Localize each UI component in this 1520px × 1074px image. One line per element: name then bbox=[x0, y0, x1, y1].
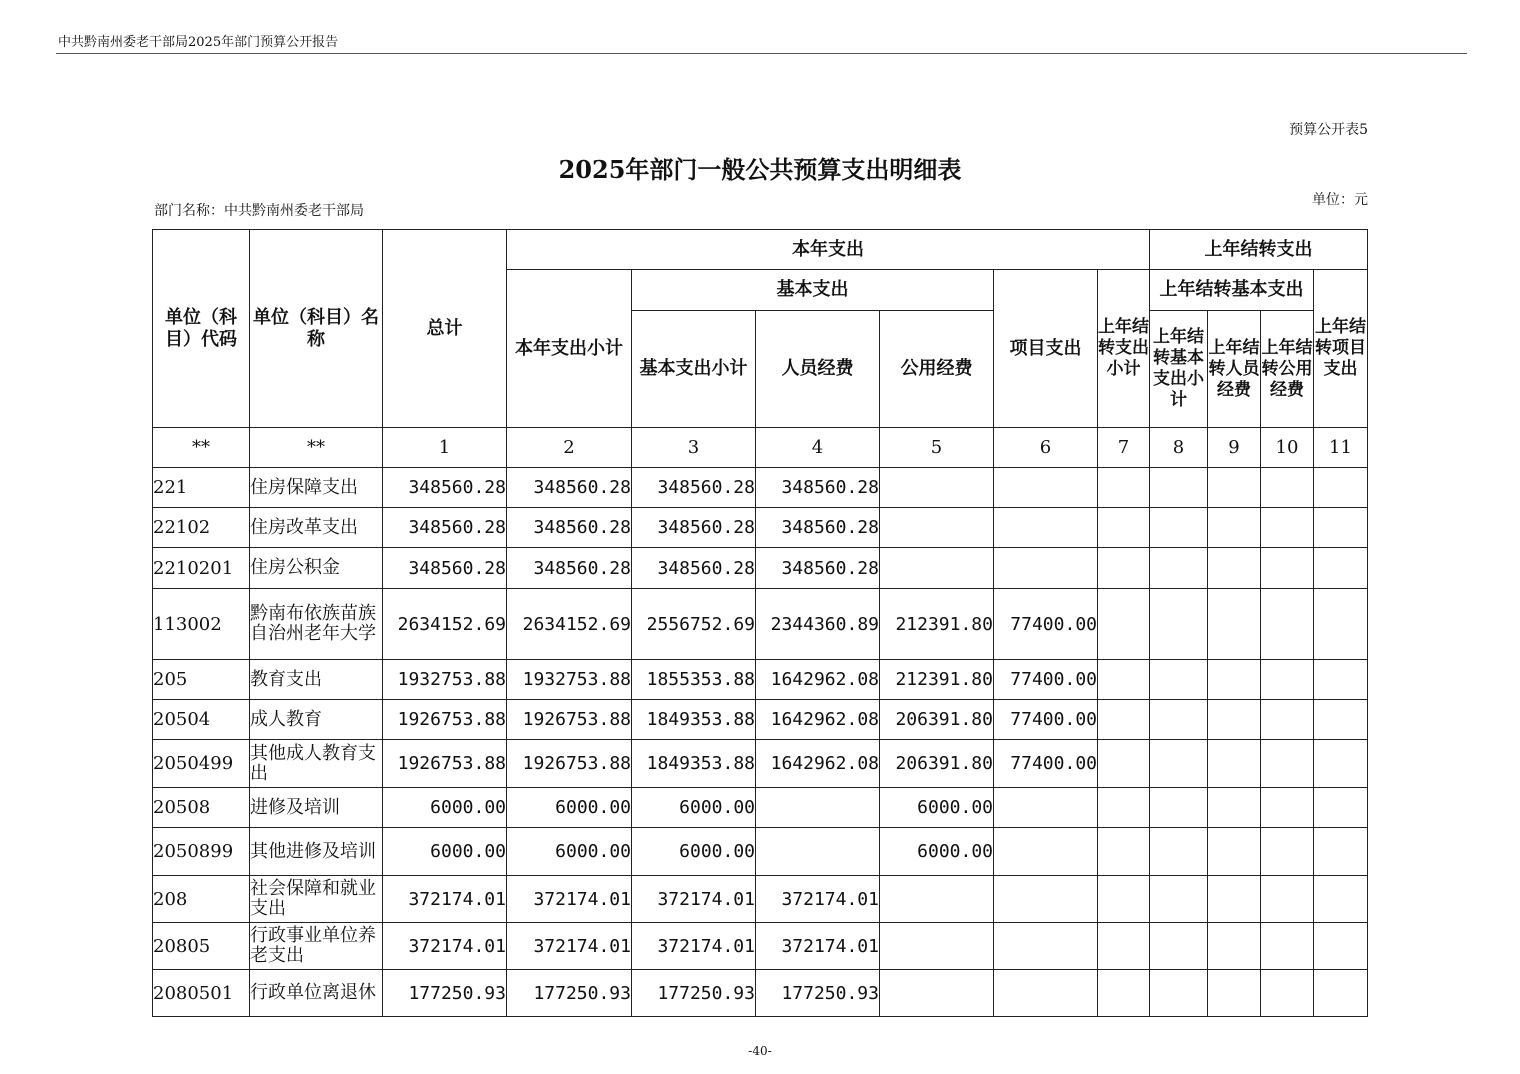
table-body bbox=[153, 468, 1368, 1017]
cell-public bbox=[880, 468, 994, 508]
cell-prior-empty bbox=[1208, 876, 1261, 923]
cell-basic-subtotal: 348560.28 bbox=[632, 468, 756, 508]
header-current-subtotal: 本年支出小计 bbox=[507, 270, 632, 428]
cell-current-subtotal: 2634152.69 bbox=[507, 589, 632, 660]
cell-current-subtotal: 372174.01 bbox=[507, 876, 632, 923]
cell-total: 1926753.88 bbox=[383, 700, 507, 740]
row-code: 20508 bbox=[153, 788, 250, 828]
header-current-year: 本年支出 bbox=[507, 230, 1150, 270]
cell-prior-empty bbox=[1150, 970, 1208, 1017]
cell-prior-empty bbox=[1208, 923, 1261, 970]
cell-prior-empty bbox=[1314, 468, 1368, 508]
cell-total: 372174.01 bbox=[383, 876, 507, 923]
row-code: 22102 bbox=[153, 508, 250, 548]
header-prior-personnel: 上年结转人员经费 bbox=[1208, 311, 1261, 428]
header-total: 总计 bbox=[383, 230, 507, 428]
cell-prior-empty bbox=[1098, 468, 1150, 508]
cell-basic-subtotal: 6000.00 bbox=[632, 828, 756, 876]
cell-project bbox=[994, 508, 1098, 548]
row-code: 205 bbox=[153, 660, 250, 700]
cell-personnel bbox=[756, 788, 880, 828]
cell-prior-empty bbox=[1314, 589, 1368, 660]
row-code: 20504 bbox=[153, 700, 250, 740]
cell-total: 2634152.69 bbox=[383, 589, 507, 660]
table-row bbox=[153, 508, 1368, 548]
index-cell: 9 bbox=[1208, 428, 1261, 468]
cell-basic-subtotal: 372174.01 bbox=[632, 923, 756, 970]
header-basic-subtotal: 基本支出小计 bbox=[632, 311, 756, 428]
cell-project bbox=[994, 468, 1098, 508]
row-name: 成人教育 bbox=[250, 700, 383, 740]
cell-prior-empty bbox=[1098, 508, 1150, 548]
index-cell: 1 bbox=[383, 428, 507, 468]
cell-prior-empty bbox=[1314, 660, 1368, 700]
table-header bbox=[153, 230, 1368, 468]
cell-project bbox=[994, 788, 1098, 828]
cell-prior-empty bbox=[1150, 876, 1208, 923]
table-row bbox=[153, 740, 1368, 788]
cell-prior-empty bbox=[1208, 548, 1261, 589]
header-prior-basic-subtotal: 上年结转基本支出小计 bbox=[1150, 311, 1208, 428]
row-code: 2080501 bbox=[153, 970, 250, 1017]
index-cell: 2 bbox=[507, 428, 632, 468]
row-code: 221 bbox=[153, 468, 250, 508]
cell-prior-empty bbox=[1208, 508, 1261, 548]
cell-project bbox=[994, 548, 1098, 589]
cell-prior-empty bbox=[1208, 970, 1261, 1017]
cell-basic-subtotal: 372174.01 bbox=[632, 876, 756, 923]
cell-prior-empty bbox=[1261, 788, 1314, 828]
table-row bbox=[153, 788, 1368, 828]
table-row bbox=[153, 589, 1368, 660]
cell-current-subtotal: 6000.00 bbox=[507, 788, 632, 828]
cell-prior-empty bbox=[1150, 589, 1208, 660]
cell-prior-empty bbox=[1150, 828, 1208, 876]
cell-prior-empty bbox=[1150, 740, 1208, 788]
cell-prior-empty bbox=[1314, 970, 1368, 1017]
form-number: 预算公开表5 bbox=[1289, 122, 1368, 138]
row-name: 黔南布依族苗族自治州老年大学 bbox=[250, 589, 383, 660]
cell-personnel: 348560.28 bbox=[756, 508, 880, 548]
cell-project: 77400.00 bbox=[994, 589, 1098, 660]
row-name: 社会保障和就业支出 bbox=[250, 876, 383, 923]
cell-project: 77400.00 bbox=[994, 700, 1098, 740]
index-cell: 11 bbox=[1314, 428, 1368, 468]
cell-public: 206391.80 bbox=[880, 700, 994, 740]
cell-public bbox=[880, 876, 994, 923]
cell-personnel: 348560.28 bbox=[756, 468, 880, 508]
cell-prior-empty bbox=[1098, 700, 1150, 740]
cell-prior-empty bbox=[1208, 788, 1261, 828]
table-row bbox=[153, 923, 1368, 970]
index-cell: ** bbox=[153, 428, 250, 468]
cell-prior-empty bbox=[1208, 660, 1261, 700]
header-prior-subtotal: 上年结转支出小计 bbox=[1098, 270, 1150, 428]
cell-public: 6000.00 bbox=[880, 788, 994, 828]
cell-prior-empty bbox=[1150, 923, 1208, 970]
cell-prior-empty bbox=[1314, 828, 1368, 876]
cell-personnel: 177250.93 bbox=[756, 970, 880, 1017]
cell-prior-empty bbox=[1208, 740, 1261, 788]
cell-prior-empty bbox=[1261, 700, 1314, 740]
cell-prior-empty bbox=[1261, 923, 1314, 970]
row-name: 行政事业单位养老支出 bbox=[250, 923, 383, 970]
cell-prior-empty bbox=[1261, 548, 1314, 589]
page-number: -40- bbox=[748, 1044, 772, 1058]
cell-prior-empty bbox=[1261, 970, 1314, 1017]
cell-public bbox=[880, 548, 994, 589]
header-prior-year: 上年结转支出 bbox=[1150, 230, 1368, 270]
row-code: 20805 bbox=[153, 923, 250, 970]
cell-basic-subtotal: 177250.93 bbox=[632, 970, 756, 1017]
unit-label: 单位：元 bbox=[1312, 192, 1368, 208]
cell-personnel: 348560.28 bbox=[756, 548, 880, 589]
cell-current-subtotal: 177250.93 bbox=[507, 970, 632, 1017]
row-name: 进修及培训 bbox=[250, 788, 383, 828]
row-code: 208 bbox=[153, 876, 250, 923]
index-cell: 8 bbox=[1150, 428, 1208, 468]
cell-prior-empty bbox=[1098, 876, 1150, 923]
cell-public bbox=[880, 508, 994, 548]
row-code: 2050899 bbox=[153, 828, 250, 876]
cell-prior-empty bbox=[1208, 700, 1261, 740]
cell-prior-empty bbox=[1261, 660, 1314, 700]
index-cell: 6 bbox=[994, 428, 1098, 468]
index-cell: 10 bbox=[1261, 428, 1314, 468]
cell-current-subtotal: 6000.00 bbox=[507, 828, 632, 876]
cell-total: 1926753.88 bbox=[383, 740, 507, 788]
header-prior-basic: 上年结转基本支出 bbox=[1150, 270, 1314, 311]
running-header: 中共黔南州委老干部局2025年部门预算公开报告 bbox=[58, 35, 339, 50]
table-row bbox=[153, 660, 1368, 700]
cell-current-subtotal: 348560.28 bbox=[507, 508, 632, 548]
cell-total: 348560.28 bbox=[383, 468, 507, 508]
cell-prior-empty bbox=[1314, 508, 1368, 548]
header-prior-project: 上年结转项目支出 bbox=[1314, 270, 1368, 428]
row-code: 113002 bbox=[153, 589, 250, 660]
index-row bbox=[153, 428, 1368, 468]
cell-project bbox=[994, 876, 1098, 923]
cell-project bbox=[994, 923, 1098, 970]
cell-personnel: 2344360.89 bbox=[756, 589, 880, 660]
header-rule bbox=[56, 53, 1467, 54]
cell-total: 1932753.88 bbox=[383, 660, 507, 700]
cell-prior-empty bbox=[1314, 700, 1368, 740]
cell-basic-subtotal: 1849353.88 bbox=[632, 740, 756, 788]
table-row bbox=[153, 700, 1368, 740]
cell-basic-subtotal: 2556752.69 bbox=[632, 589, 756, 660]
cell-current-subtotal: 348560.28 bbox=[507, 468, 632, 508]
header-public: 公用经费 bbox=[880, 311, 994, 428]
header-personnel: 人员经费 bbox=[756, 311, 880, 428]
cell-public bbox=[880, 970, 994, 1017]
cell-prior-empty bbox=[1314, 548, 1368, 589]
cell-total: 348560.28 bbox=[383, 508, 507, 548]
cell-prior-empty bbox=[1261, 468, 1314, 508]
cell-total: 348560.28 bbox=[383, 548, 507, 589]
cell-public: 212391.80 bbox=[880, 660, 994, 700]
cell-personnel: 1642962.08 bbox=[756, 660, 880, 700]
row-name: 行政单位离退休 bbox=[250, 970, 383, 1017]
cell-project bbox=[994, 970, 1098, 1017]
header-code: 单位（科目）代码 bbox=[153, 230, 250, 428]
cell-prior-empty bbox=[1261, 589, 1314, 660]
cell-basic-subtotal: 1855353.88 bbox=[632, 660, 756, 700]
row-name: 住房改革支出 bbox=[250, 508, 383, 548]
cell-prior-empty bbox=[1098, 788, 1150, 828]
cell-prior-empty bbox=[1261, 876, 1314, 923]
index-cell: 4 bbox=[756, 428, 880, 468]
cell-total: 6000.00 bbox=[383, 828, 507, 876]
cell-prior-empty bbox=[1261, 828, 1314, 876]
department-label: 部门名称：中共黔南州委老干部局 bbox=[154, 203, 364, 219]
table-row bbox=[153, 468, 1368, 508]
cell-prior-empty bbox=[1314, 923, 1368, 970]
cell-prior-empty bbox=[1098, 548, 1150, 589]
cell-personnel: 1642962.08 bbox=[756, 740, 880, 788]
cell-personnel: 1642962.08 bbox=[756, 700, 880, 740]
cell-current-subtotal: 1926753.88 bbox=[507, 700, 632, 740]
cell-prior-empty bbox=[1150, 700, 1208, 740]
cell-basic-subtotal: 348560.28 bbox=[632, 548, 756, 589]
cell-prior-empty bbox=[1098, 923, 1150, 970]
index-cell: ** bbox=[250, 428, 383, 468]
table-row bbox=[153, 548, 1368, 589]
cell-basic-subtotal: 6000.00 bbox=[632, 788, 756, 828]
table-row bbox=[153, 970, 1368, 1017]
row-code: 2210201 bbox=[153, 548, 250, 589]
table-row bbox=[153, 828, 1368, 876]
cell-prior-empty bbox=[1150, 548, 1208, 589]
table-row bbox=[153, 876, 1368, 923]
cell-prior-empty bbox=[1150, 788, 1208, 828]
cell-public bbox=[880, 923, 994, 970]
cell-current-subtotal: 1932753.88 bbox=[507, 660, 632, 700]
row-name: 其他进修及培训 bbox=[250, 828, 383, 876]
cell-prior-empty bbox=[1150, 508, 1208, 548]
cell-prior-empty bbox=[1098, 970, 1150, 1017]
cell-project bbox=[994, 828, 1098, 876]
header-prior-public: 上年结转公用经费 bbox=[1261, 311, 1314, 428]
cell-prior-empty bbox=[1261, 740, 1314, 788]
cell-project: 77400.00 bbox=[994, 740, 1098, 788]
cell-prior-empty bbox=[1314, 740, 1368, 788]
cell-current-subtotal: 372174.01 bbox=[507, 923, 632, 970]
cell-prior-empty bbox=[1098, 828, 1150, 876]
cell-prior-empty bbox=[1098, 660, 1150, 700]
cell-basic-subtotal: 348560.28 bbox=[632, 508, 756, 548]
cell-prior-empty bbox=[1098, 740, 1150, 788]
cell-total: 6000.00 bbox=[383, 788, 507, 828]
row-code: 2050499 bbox=[153, 740, 250, 788]
cell-personnel: 372174.01 bbox=[756, 876, 880, 923]
cell-prior-empty bbox=[1208, 828, 1261, 876]
header-basic: 基本支出 bbox=[632, 270, 994, 311]
document-title: 2025年部门一般公共预算支出明细表 bbox=[558, 155, 962, 184]
row-name: 其他成人教育支出 bbox=[250, 740, 383, 788]
cell-prior-empty bbox=[1314, 876, 1368, 923]
row-name: 教育支出 bbox=[250, 660, 383, 700]
cell-prior-empty bbox=[1208, 589, 1261, 660]
cell-total: 372174.01 bbox=[383, 923, 507, 970]
cell-prior-empty bbox=[1208, 468, 1261, 508]
index-cell: 5 bbox=[880, 428, 994, 468]
cell-prior-empty bbox=[1261, 508, 1314, 548]
budget-table bbox=[152, 229, 1368, 1017]
header-name: 单位（科目）名称 bbox=[250, 230, 383, 428]
cell-prior-empty bbox=[1150, 468, 1208, 508]
cell-prior-empty bbox=[1150, 660, 1208, 700]
row-name: 住房公积金 bbox=[250, 548, 383, 589]
cell-current-subtotal: 1926753.88 bbox=[507, 740, 632, 788]
header-project: 项目支出 bbox=[994, 270, 1098, 428]
row-name: 住房保障支出 bbox=[250, 468, 383, 508]
cell-public: 6000.00 bbox=[880, 828, 994, 876]
cell-prior-empty bbox=[1098, 589, 1150, 660]
index-cell: 3 bbox=[632, 428, 756, 468]
cell-public: 212391.80 bbox=[880, 589, 994, 660]
cell-total: 177250.93 bbox=[383, 970, 507, 1017]
cell-public: 206391.80 bbox=[880, 740, 994, 788]
cell-prior-empty bbox=[1314, 788, 1368, 828]
index-cell: 7 bbox=[1098, 428, 1150, 468]
cell-personnel: 372174.01 bbox=[756, 923, 880, 970]
cell-project: 77400.00 bbox=[994, 660, 1098, 700]
cell-current-subtotal: 348560.28 bbox=[507, 548, 632, 589]
cell-personnel bbox=[756, 828, 880, 876]
cell-basic-subtotal: 1849353.88 bbox=[632, 700, 756, 740]
